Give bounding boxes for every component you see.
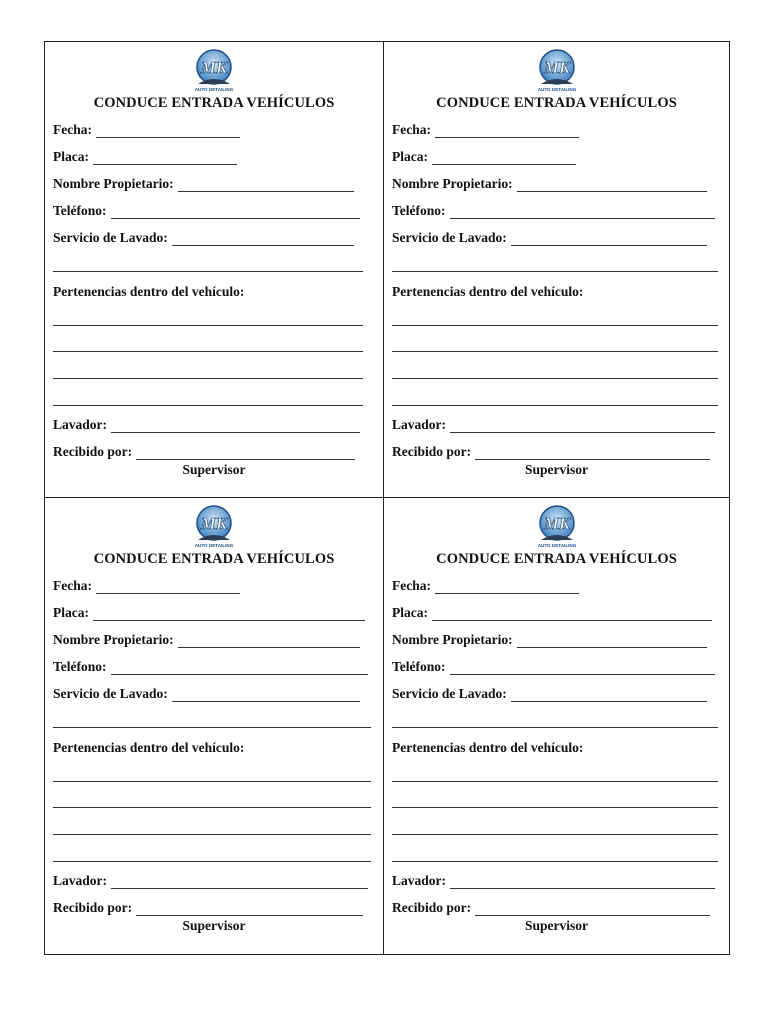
nombre-propietario-field-line: [517, 635, 707, 648]
nombre-propietario-row: [53, 632, 360, 648]
servicio-de-lavado-field-line: [172, 689, 360, 702]
telefono-label: Teléfono:: [53, 659, 107, 674]
pertenencias-label: Pertenencias dentro del vehículo:: [53, 740, 245, 755]
form-title: CONDUCE ENTRADA VEHÍCULOS: [93, 551, 335, 567]
servicio-de-lavado-field-line: [511, 233, 707, 246]
form-title: CONDUCE ENTRADA VEHÍCULOS: [93, 95, 335, 111]
form-card-bottom-right: [384, 498, 729, 954]
telefono-row: [53, 203, 360, 219]
lavador-field-line: [450, 876, 715, 889]
telefono-row: [392, 659, 715, 675]
recibido-por-field-line: [475, 903, 710, 916]
recibido-por-label: Recibido por:: [392, 444, 472, 459]
placa-label: Placa:: [53, 605, 89, 620]
placa-field-line: [432, 608, 712, 621]
recibido-por-field-line: [475, 447, 710, 460]
recibido-por-field-line: [136, 447, 355, 460]
lavador-row: [53, 873, 368, 889]
pertenencias-line: [392, 833, 718, 835]
servicio-de-lavado-label: Servicio de Lavado:: [392, 230, 507, 245]
pertenencias-line: [53, 324, 363, 326]
fecha-field-line: [96, 125, 240, 138]
telefono-field-line: [111, 206, 360, 219]
lavador-row: [392, 417, 715, 433]
fecha-row: [392, 122, 579, 138]
servicio-de-lavado-row: [392, 230, 707, 246]
nombre-propietario-row: [53, 176, 354, 192]
placa-row: [392, 149, 576, 165]
recibido-por-row: [53, 444, 355, 460]
placa-field-line: [93, 152, 237, 165]
pertenencias-label: Pertenencias dentro del vehículo:: [392, 284, 584, 299]
fecha-label: Fecha:: [392, 578, 431, 593]
pertenencias-line: [392, 860, 718, 862]
form-card-top-right: [384, 42, 729, 498]
pertenencias-line: [392, 377, 718, 379]
lavador-row: [392, 873, 715, 889]
recibido-por-row: [392, 444, 710, 460]
form-title: CONDUCE ENTRADA VEHÍCULOS: [436, 95, 677, 111]
placa-field-line: [93, 608, 365, 621]
telefono-field-line: [111, 662, 368, 675]
pertenencias-line: [53, 404, 363, 406]
placa-label: Placa:: [392, 149, 428, 164]
logo-initials: MK: [543, 58, 570, 77]
placa-row: [392, 605, 712, 621]
placa-label: Placa:: [392, 605, 428, 620]
fecha-label: Fecha:: [53, 122, 92, 137]
form-card-bottom-left: [45, 498, 384, 954]
mk-auto-detailing-logo: [531, 504, 583, 550]
telefono-label: Teléfono:: [392, 203, 446, 218]
servicio-extra-line: [53, 270, 363, 272]
telefono-label: Teléfono:: [392, 659, 446, 674]
servicio-de-lavado-label: Servicio de Lavado:: [53, 230, 168, 245]
lavador-field-line: [111, 876, 368, 889]
nombre-propietario-field-line: [178, 635, 360, 648]
pertenencias-row: [392, 740, 587, 756]
logo-caption: AUTO DETAILING: [537, 543, 576, 548]
logo-initials: MK: [200, 58, 228, 77]
nombre-propietario-field-line: [178, 179, 354, 192]
telefono-label: Teléfono:: [53, 203, 107, 218]
servicio-extra-line: [392, 726, 718, 728]
recibido-por-row: [53, 900, 363, 916]
nombre-propietario-label: Nombre Propietario:: [53, 176, 174, 191]
pertenencias-line: [392, 780, 718, 782]
lavador-label: Lavador:: [392, 873, 446, 888]
servicio-de-lavado-row: [53, 686, 360, 702]
recibido-por-row: [392, 900, 710, 916]
pertenencias-line: [392, 324, 718, 326]
pertenencias-line: [392, 404, 718, 406]
placa-row: [53, 605, 365, 621]
nombre-propietario-label: Nombre Propietario:: [392, 632, 513, 647]
mk-auto-detailing-logo: [188, 504, 240, 550]
placa-label: Placa:: [53, 149, 89, 164]
fecha-label: Fecha:: [53, 578, 92, 593]
telefono-field-line: [450, 662, 715, 675]
pertenencias-line: [53, 833, 371, 835]
placa-row: [53, 149, 237, 165]
fecha-label: Fecha:: [392, 122, 431, 137]
servicio-de-lavado-label: Servicio de Lavado:: [392, 686, 507, 701]
supervisor-label: Supervisor: [524, 918, 588, 933]
telefono-field-line: [450, 206, 715, 219]
pertenencias-row: [392, 284, 587, 300]
recibido-por-label: Recibido por:: [392, 900, 472, 915]
servicio-de-lavado-field-line: [511, 689, 707, 702]
mk-auto-detailing-logo: [531, 48, 583, 94]
servicio-de-lavado-label: Servicio de Lavado:: [53, 686, 168, 701]
lavador-label: Lavador:: [53, 417, 107, 432]
lavador-row: [53, 417, 360, 433]
lavador-field-line: [111, 420, 360, 433]
servicio-extra-line: [392, 270, 718, 272]
servicio-de-lavado-row: [53, 230, 354, 246]
fecha-row: [53, 122, 240, 138]
servicio-de-lavado-field-line: [172, 233, 354, 246]
logo-initials: MK: [200, 514, 228, 533]
nombre-propietario-field-line: [517, 179, 707, 192]
form-card-top-left: [45, 42, 384, 498]
telefono-row: [392, 203, 715, 219]
pertenencias-line: [392, 350, 718, 352]
nombre-propietario-label: Nombre Propietario:: [53, 632, 174, 647]
servicio-extra-line: [53, 726, 371, 728]
pertenencias-label: Pertenencias dentro del vehículo:: [53, 284, 245, 299]
supervisor-label: Supervisor: [182, 918, 246, 933]
recibido-por-label: Recibido por:: [53, 900, 133, 915]
pertenencias-row: [53, 740, 248, 756]
pertenencias-line: [53, 350, 363, 352]
fecha-field-line: [435, 581, 579, 594]
lavador-label: Lavador:: [392, 417, 446, 432]
pertenencias-line: [53, 806, 371, 808]
placa-field-line: [432, 152, 576, 165]
mk-auto-detailing-logo: [188, 48, 240, 94]
pertenencias-row: [53, 284, 248, 300]
servicio-de-lavado-row: [392, 686, 707, 702]
lavador-field-line: [450, 420, 715, 433]
logo-caption: AUTO DETAILING: [194, 87, 234, 92]
telefono-row: [53, 659, 368, 675]
form-title: CONDUCE ENTRADA VEHÍCULOS: [436, 551, 677, 567]
nombre-propietario-label: Nombre Propietario:: [392, 176, 513, 191]
pertenencias-line: [392, 806, 718, 808]
pertenencias-line: [53, 860, 371, 862]
lavador-label: Lavador:: [53, 873, 107, 888]
fecha-row: [53, 578, 240, 594]
logo-caption: AUTO DETAILING: [194, 543, 234, 548]
recibido-por-label: Recibido por:: [53, 444, 133, 459]
logo-caption: AUTO DETAILING: [537, 87, 576, 92]
nombre-propietario-row: [392, 176, 707, 192]
pertenencias-label: Pertenencias dentro del vehículo:: [392, 740, 584, 755]
nombre-propietario-row: [392, 632, 707, 648]
supervisor-label: Supervisor: [524, 462, 588, 477]
pertenencias-line: [53, 780, 371, 782]
recibido-por-field-line: [136, 903, 363, 916]
form-sheet: [44, 41, 730, 955]
pertenencias-line: [53, 377, 363, 379]
fecha-row: [392, 578, 579, 594]
fecha-field-line: [96, 581, 240, 594]
supervisor-label: Supervisor: [182, 462, 246, 477]
fecha-field-line: [435, 125, 579, 138]
logo-initials: MK: [543, 514, 570, 533]
